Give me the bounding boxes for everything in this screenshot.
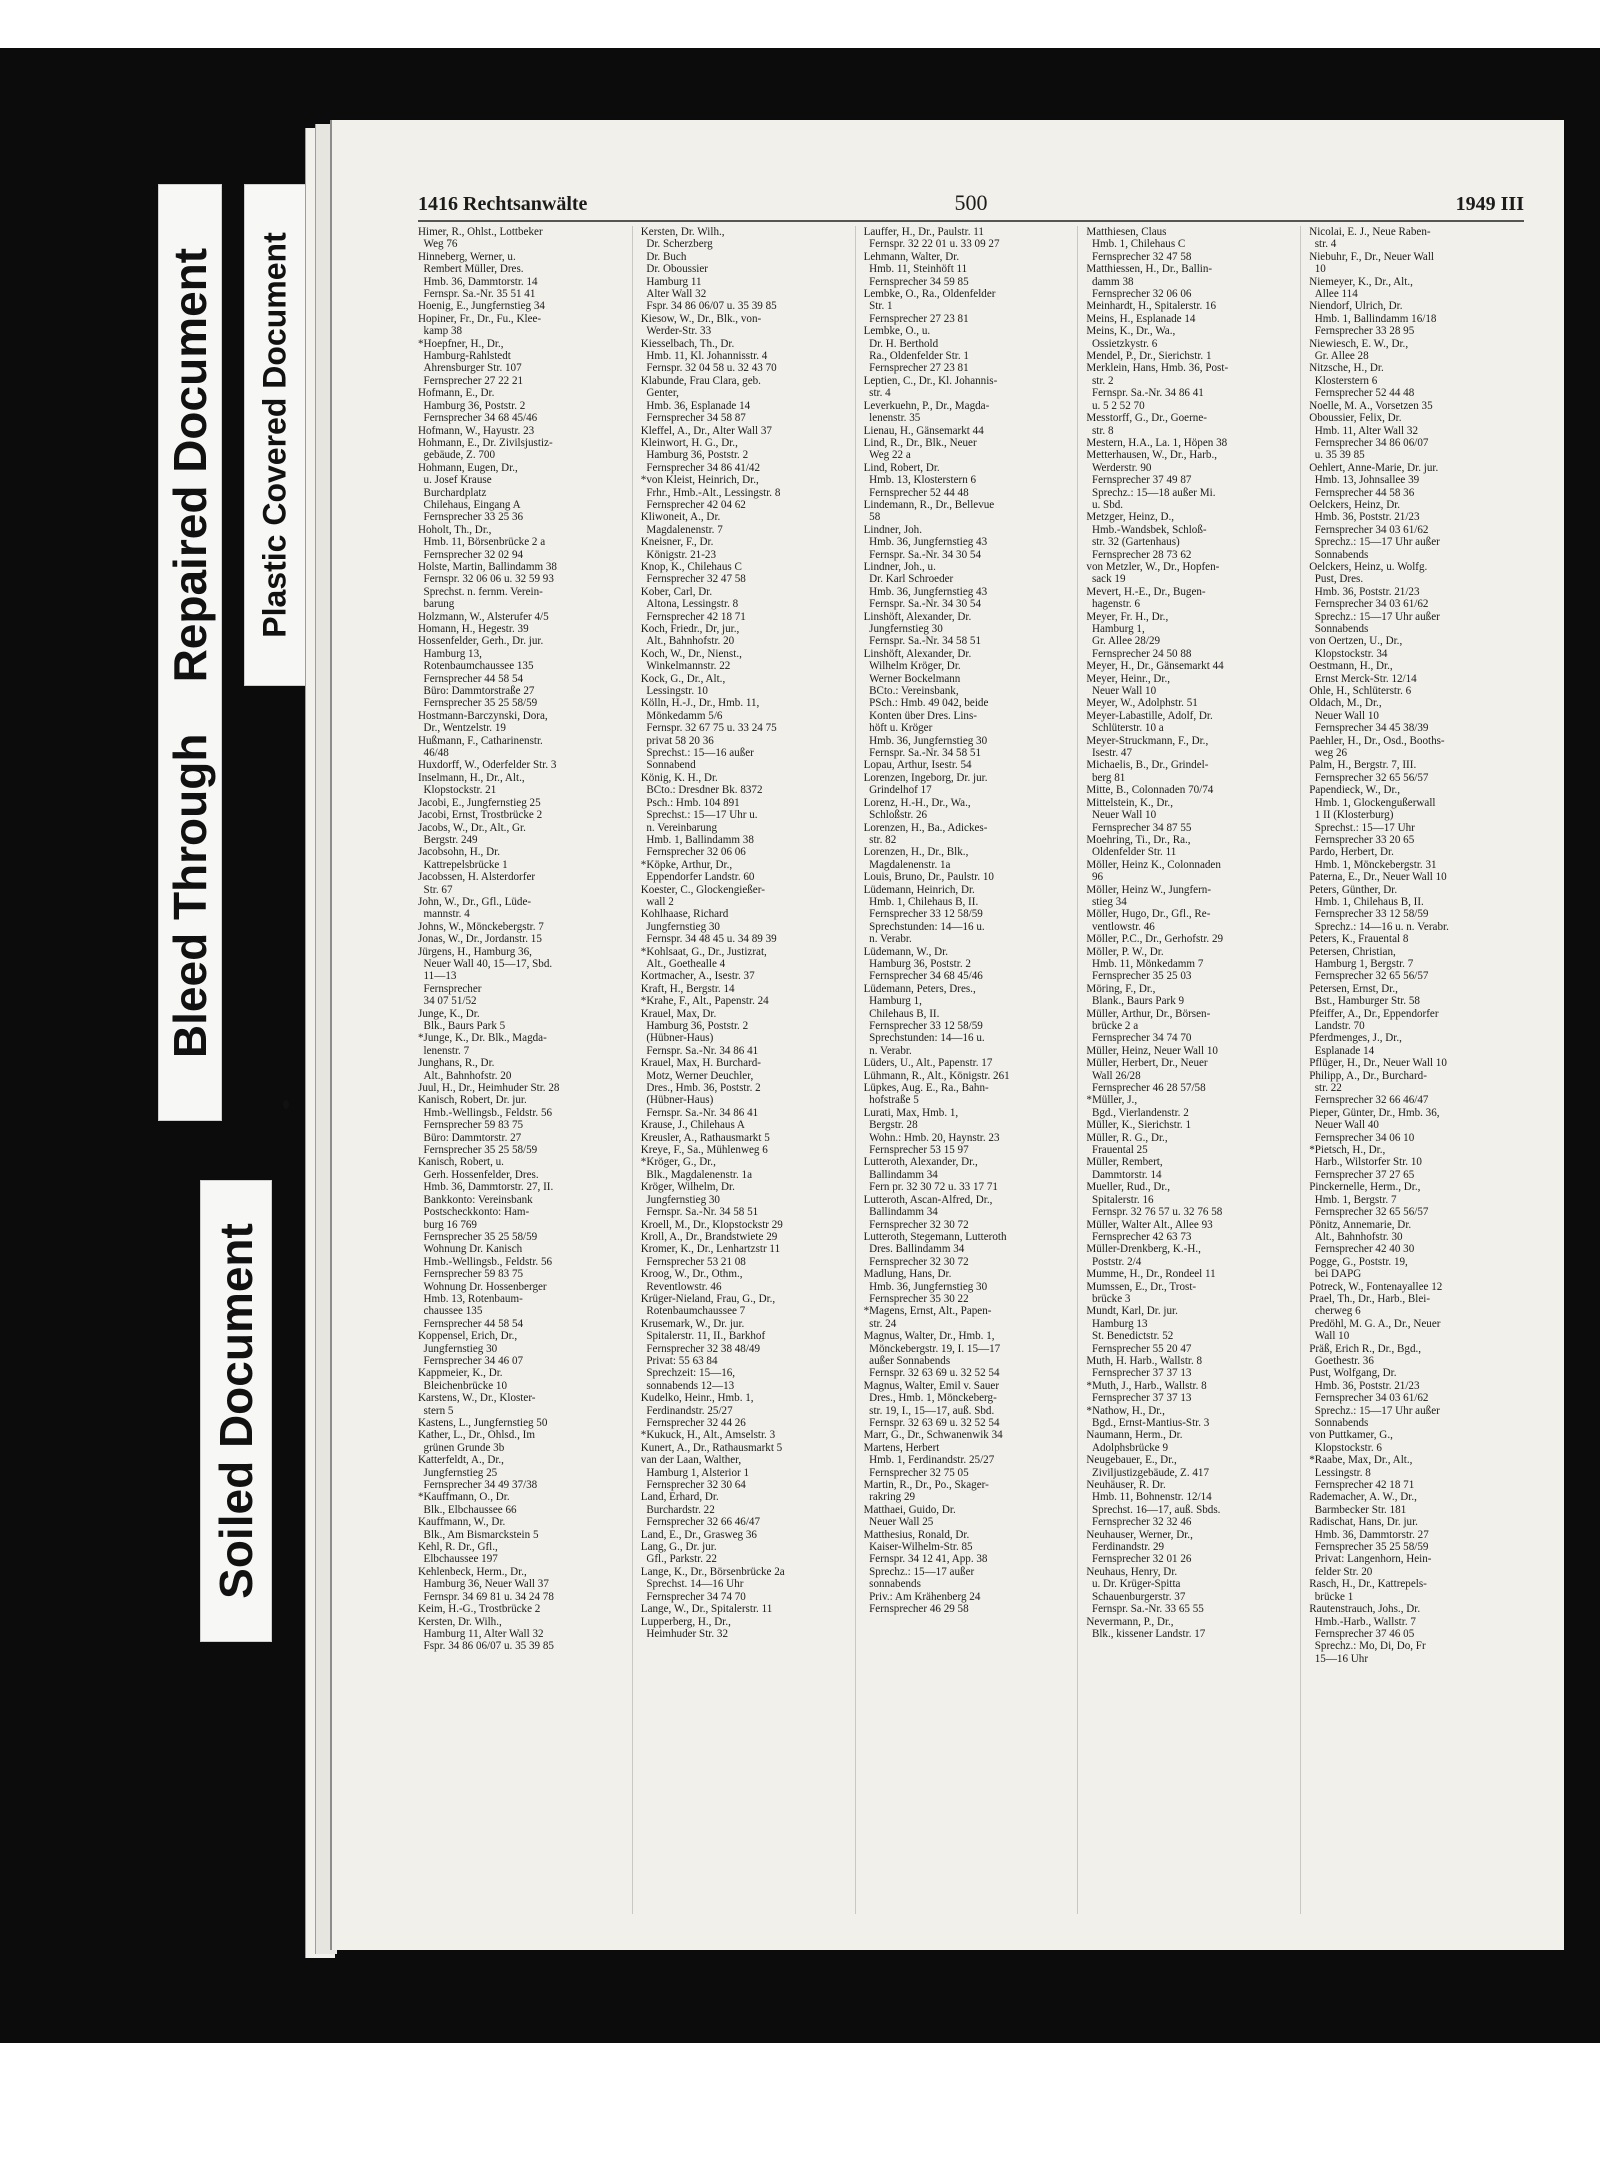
directory-entry: Kroll, A., Dr., Brandstwiete 29 — [640, 1230, 778, 1243]
directory-entry: Palm, H., Bergstr. 7, III. Fernsprecher 32 65 56/57 — [1309, 759, 1429, 784]
directory-entry: Müller, Heinz, Neuer Wall 10 — [1086, 1044, 1218, 1057]
directory-entry: Linshöft, Alexander, Dr. Jungfernstieg 30 Fernspr. Sa.-Nr. 34 58 51 — [863, 610, 981, 648]
directory-entry: Kröger, Wilhelm, Dr. Jungfernstieg 30 Fernspr. Sa.-Nr. 34 58 51 — [640, 1181, 759, 1219]
directory-entry: Leverkuehn, P., Dr., Magda- lenenstr. 35 — [863, 399, 990, 425]
directory-entry: Meyer-Struckmann, F., Dr., Isestr. 47 — [1086, 734, 1209, 760]
directory-entry: Müller, Rembert, Dammtorstr. 14 — [1086, 1156, 1163, 1181]
directory-entry: Keim, H.-G., Trostbrücke 2 — [418, 1603, 541, 1616]
directory-entry: Jonas, W., Dr., Jordanstr. 15 — [418, 933, 542, 946]
directory-entry: Peters, Günther, Dr. Hmb. 1, Chilehaus B, II. Fernsprecher 33 12 58/59 Sprechz.: 14—16 u. n. Verabr. — [1309, 883, 1449, 933]
directory-entry: Krauel, Max, H. Burchard- Motz, Werner Deuchler, Dres., Hmb. 36, Poststr. 2 (Hübner-Haus) Fernspr. Sa.-Nr. 34 86 41 — [640, 1057, 761, 1119]
directory-entry: John, W., Dr., Gfl., Lüde- mannstr. 4 — [418, 895, 532, 921]
directory-entry: Linshöft, Alexander, Dr. Wilhelm Kröger, Dr. Werner Bockelmann BCto.: Vereinsbank, PSch.: Hmb. 49 042, beide Konten über Dres. Lins- höft u. Kröger Hmb. 36, Jungfernstieg 30 Fernspr. Sa.-Nr. 34 58 51 — [863, 647, 989, 760]
directory-entry: *von Kleist, Heinrich, Dr., Frhr., Hmb.-Alt., Lessingstr. 8 Fernsprecher 42 04 62 — [640, 474, 781, 511]
directory-entry: Kliwoneit, A., Dr. Magdalenenstr. 7 — [640, 511, 723, 536]
directory-entry: Lüpkes, Aug. E., Ra., Bahn- hofstraße 5 — [863, 1082, 989, 1107]
directory-entry: Mueller, Rud., Dr., Spitalerstr. 16 Fernspr. 32 76 57 u. 32 76 58 — [1086, 1181, 1223, 1219]
directory-entry: Kromer, K., Dr., Lenhartzstr 11 Fernsprecher 53 21 08 — [640, 1243, 781, 1268]
directory-entry: Lorenzen, H., Ba., Adickes- str. 82 — [863, 821, 988, 846]
directory-entry: Kather, L., Dr., Ohlsd., Im grünen Grunde 3b — [418, 1429, 535, 1454]
directory-entry: Lorenz, H.-H., Dr., Wa., Schloßstr. 26 — [863, 796, 971, 822]
directory-entry: Land, Erhard, Dr. Burchardstr. 22 Fernsprecher 32 66 46/47 — [640, 1491, 761, 1529]
directory-entry: Kortmacher, A., Isestr. 37 — [640, 970, 755, 983]
directory-entry: Mevert, H.-E., Dr., Bugen- hagenstr. 6 — [1086, 585, 1206, 611]
directory-entry: Kauffmann, W., Dr. Blk., Am Bismarckstein 5 — [418, 1516, 539, 1541]
directory-entry: Müller, K., Sierichstr. 1 — [1086, 1119, 1192, 1132]
directory-entry: Nitzsche, H., Dr. Klosterstern 6 Fernsprecher 52 44 48 — [1309, 362, 1415, 400]
label-soiled-text: Soiled Document — [210, 1223, 262, 1599]
directory-entry: Hossenfelder, Gerh., Dr. jur. Hamburg 13, Rotenbaumchaussee 135 Fernsprecher 44 58 54 Büro: Dammtorstraße 27 Fernsprecher 35 25 58/59 — [418, 635, 544, 710]
directory-entry: Himer, R., Ohlst., Lottbeker Weg 76 — [418, 226, 543, 251]
directory-entry: Lembke, O., u. Dr. H. Berthold Ra., Oldenfelder Str. 1 Fernsprecher 27 23 81 — [863, 325, 969, 375]
directory-entry: Präß, Erich R., Dr., Bgd., Goethestr. 36 — [1309, 1342, 1422, 1367]
directory-columns — [418, 226, 1524, 1914]
directory-entry: Kanisch, Robert, u. Gerh. Hossenfelder, Dres. Hmb. 36, Dammtorstr. 27, II. Bankkonto: Vereinsbank Postscheckkonto: Ham- burg 16 769 Fernsprecher 35 25 58/59 Wohnung Dr. Kanisch Hmb.-Wellingsb., Feldstr. 56 Fernsprecher 59 83 75 Wohnung Dr. Hossenberger Hmb. 13, Rotenbaum- chaussee 135 Fernsprecher 44 58 54 — [418, 1156, 554, 1330]
directory-entry: Junge, K., Dr. Blk., Baurs Park 5 — [418, 1007, 506, 1032]
directory-entry: Müller, Arthur, Dr., Börsen- brücke 2 a Fernsprecher 34 74 70 — [1086, 1007, 1211, 1045]
label-soiled — [200, 1180, 272, 1642]
directory-entry: Lutteroth, Stegemann, Lutteroth Dres. Ballindamm 34 Fernsprecher 32 30 72 — [863, 1230, 1007, 1268]
soil-spot — [283, 1100, 289, 1109]
directory-entry: Radischat, Hans, Dr. jur. Hmb. 36, Dammtorstr. 27 Fernsprecher 35 25 58/59 Privat: Langenhorn, Hein- felder Str. 20 — [1309, 1516, 1432, 1578]
directory-entry: Kölln, H.-J., Dr., Hmb. 11, Mönkedamm 5/6 Fernspr. 32 67 75 u. 33 24 75 privat 58 20 36 Sprechst.: 15—16 außer Sonnabend — [640, 697, 777, 772]
directory-entry: *Muth, J., Harb., Wallstr. 8 Fernsprecher 37 37 13 — [1086, 1379, 1207, 1405]
directory-entry: Michaelis, B., Dr., Grindel- berg 81 — [1086, 759, 1209, 784]
directory-entry: Paehler, H., Dr., Osd., Booths- weg 26 — [1309, 734, 1445, 760]
directory-entry: Jacobi, Ernst, Trostbrücke 2 — [418, 809, 543, 822]
directory-entry: van der Laan, Walther, Hamburg 1, Alsterior 1 Fernsprecher 32 30 64 — [640, 1454, 750, 1492]
directory-entry: Lüdemann, Peters, Dres., Hamburg 1, Chilehaus B, II. Fernsprecher 33 12 58/59 Sprechstunden: 14—16 u. n. Verabr. — [863, 982, 985, 1057]
directory-entry: Hoholt, Th., Dr., Hmb. 11, Börsenbrücke 2 a Fernsprecher 32 02 94 — [418, 523, 546, 561]
directory-entry: Hostmann-Barczynski, Dora, Dr., Wentzelstr. 19 — [418, 709, 548, 735]
directory-entry: Madlung, Hans, Dr. Hmb. 36, Jungfernstieg 30 Fernsprecher 35 30 22 — [863, 1268, 988, 1305]
directory-entry: Jacobi, E., Jungfernstieg 25 — [418, 796, 541, 809]
directory-column-1 — [418, 226, 633, 1914]
directory-entry: Katterfeldt, A., Dr., Jungfernstieg 25 Fernsprecher 34 49 37/38 — [418, 1454, 538, 1492]
directory-entry: Martin, R., Dr., Po., Skager- rakring 29 — [863, 1479, 989, 1504]
directory-entry: Lange, K., Dr., Börsenbrücke 2a Sprechst. 14—16 Uhr Fernsprecher 34 74 70 — [640, 1565, 785, 1603]
directory-entry: Mittelstein, K., Dr., Neuer Wall 10 Fernsprecher 34 87 55 — [1086, 796, 1192, 834]
directory-entry: Kersten, Dr. Wilh., Dr. Scherzberg Dr. Buch Dr. Oboussier Hamburg 11 Alter Wall 32 Fspr. 34 86 06/07 u. 35 39 85 — [640, 226, 777, 313]
directory-entry: Meins, H., Esplanade 14 — [1086, 312, 1196, 325]
directory-entry: Lorenzen, H., Dr., Blk., Magdalenenstr. 1a — [863, 846, 969, 871]
directory-entry: Mendel, P., Dr., Sierichstr. 1 — [1086, 350, 1212, 363]
directory-entry: Magnus, Walter, Dr., Hmb. 1, Mönckebergstr. 19, I. 15—17 außer Sonnabends Fernspr. 32 63 69 u. 32 52 54 — [863, 1330, 1001, 1380]
directory-entry: Hohmann, E., Dr. Zivilsjustiz- gebäude, Z. 700 — [418, 436, 553, 462]
directory-entry: Karstens, W., Dr., Kloster- stern 5 — [418, 1392, 536, 1417]
directory-entry: Rautenstrauch, Johs., Dr. Hmb.-Harb., Wallstr. 7 Fernsprecher 37 46 05 Sprechz.: Mo, Di, Do, Fr 15—16 Uhr — [1309, 1603, 1426, 1665]
directory-entry: *Krahe, F., Alt., Papenstr. 24 — [640, 995, 769, 1008]
directory-entry: Möller, P. W., Dr. Hmb. 11, Mönkedamm 7 Fernsprecher 35 25 03 — [1086, 945, 1204, 983]
directory-entry: Kohlhaase, Richard Jungfernstieg 30 Fernspr. 34 48 45 u. 34 89 39 — [640, 908, 777, 946]
directory-entry: Noelle, M. A., Vorsetzen 35 — [1309, 399, 1433, 412]
directory-page — [330, 120, 1564, 1950]
directory-entry: Hopiner, Fr., Dr., Fu., Klee- kamp 38 — [418, 312, 542, 338]
directory-entry: Neuhaus, Henry, Dr. u. Dr. Krüger-Spitta Schauenburgerstr. 37 Fernspr. Sa.-Nr. 33 65 55 — [1086, 1565, 1204, 1616]
page-number: 500 — [954, 190, 988, 215]
directory-column-4 — [1086, 226, 1301, 1914]
directory-entry: Möller, Hugo, Dr., Gfl., Re- ventlowstr. 46 — [1086, 908, 1211, 933]
directory-entry: Meyer, H., Dr., Gänsemarkt 44 — [1086, 660, 1224, 673]
directory-entry: Kreusler, A., Rathausmarkt 5 — [640, 1131, 770, 1144]
directory-entry: *Köpke, Arthur, Dr., Eppendorfer Landstr. 60 — [640, 858, 755, 884]
directory-entry: Neugebauer, E., Dr., Ziviljustizgebäude, Z. 417 — [1086, 1454, 1210, 1479]
label-plastic-covered — [244, 184, 306, 686]
directory-entry: Kleffel, A., Dr., Alter Wall 37 — [640, 424, 772, 437]
directory-entry: Lindner, Joh., u. Dr. Karl Schroeder Hmb. 36, Jungfernstieg 43 Fernspr. Sa.-Nr. 34 30 54 — [863, 560, 988, 611]
directory-entry: Mestern, H.A., La. 1, Höpen 38 — [1086, 436, 1228, 449]
directory-entry: Kehlenbeck, Herm., Dr., Hamburg 36, Neuer Wall 37 Fernspr. 34 69 81 u. 34 24 78 — [418, 1565, 554, 1603]
directory-entry: Pfeiffer, A., Dr., Eppendorfer Landstr. 70 — [1309, 1007, 1439, 1032]
directory-entry: Neuhauser, Werner, Dr., Ferdinandstr. 29 Fernsprecher 32 01 26 — [1086, 1528, 1193, 1566]
directory-entry: Koppensel, Erich, Dr., Jungfernstieg 30 Fernsprecher 34 46 07 — [418, 1330, 524, 1367]
directory-entry: von Puttkamer, G., Klopstockstr. 6 — [1309, 1429, 1393, 1454]
directory-entry: Pönitz, Annemarie, Dr. Alt., Bahnhofstr. 30 Fernsprecher 42 40 30 — [1309, 1218, 1415, 1256]
directory-entry: Matthiesen, Claus Hmb. 1, Chilehaus C Fernsprecher 32 47 58 — [1086, 226, 1192, 263]
directory-entry: Johns, W., Mönckebergstr. 7 — [418, 920, 544, 933]
directory-column-5 — [1309, 226, 1524, 1914]
directory-entry: Nicolai, E. J., Neue Raben- str. 4 — [1309, 226, 1431, 251]
directory-entry: Lind, R., Dr., Blk., Neuer Weg 22 a — [863, 436, 977, 462]
directory-entry: Pieper, Günter, Dr., Hmb. 36, Neuer Wall 40 Fernsprecher 34 06 10 — [1309, 1106, 1440, 1144]
directory-entry: Krauel, Max, Dr. Hamburg 36, Poststr. 2 (Hübner-Haus) Fernspr. Sa.-Nr. 34 86 41 — [640, 1007, 759, 1057]
directory-entry: Lienau, H., Gänsemarkt 44 — [863, 424, 984, 437]
edition-year: 1949 III — [1455, 193, 1524, 215]
directory-entry: Klabunde, Frau Clara, geb. Genter, Hmb. 36, Esplanade 14 Fernsprecher 34 58 87 — [640, 374, 761, 425]
directory-entry: Kiesow, W., Dr., Blk., von- Werder-Str. 33 — [640, 312, 762, 338]
directory-entry: Krusemark, W., Dr. jur. Spitalerstr. 11, II., Barkhof Fernsprecher 32 38 48/49 Privat: 55 63 84 Sprechzeit: 15—16, sonnabends 12—13 — [640, 1317, 766, 1392]
directory-entry: Lange, W., Dr., Spitalerstr. 11 — [640, 1603, 773, 1616]
directory-entry: Ohle, H., Schlüterstr. 6 — [1309, 685, 1412, 698]
label-bleed-through-repaired — [158, 184, 222, 1121]
directory-entry: Kappmeier, K., Dr. Bleichenbrücke 10 — [418, 1367, 508, 1392]
directory-entry: Jürgens, H., Hamburg 36, Neuer Wall 40, 15—17, Sbd. 11—13 Fernsprecher 34 07 51/52 — [418, 945, 553, 1008]
directory-entry: Müller-Drenkberg, K.-H., Poststr. 2/4 — [1086, 1243, 1201, 1268]
directory-entry: Kanisch, Robert, Dr. jur. Hmb.-Wellingsb., Feldstr. 56 Fernsprecher 59 83 75 Büro: Dammtorstr. 27 Fernsprecher 35 25 58/59 — [418, 1094, 553, 1157]
directory-entry: *Pietsch, H., Dr., Harb., Wilstorfer Str. 10 Fernsprecher 37 27 65 — [1309, 1144, 1422, 1181]
directory-entry: Pardo, Herbert, Dr. Hmb. 1, Mönckebergstr. 31 — [1309, 846, 1437, 871]
directory-entry: Predöhl, M. G. A., Dr., Neuer Wall 10 — [1309, 1317, 1441, 1343]
directory-entry: Kudelko, Heinr., Hmb. 1, Ferdinandstr. 25/27 Fernsprecher 32 44 26 — [640, 1392, 754, 1429]
directory-entry: Möring, F., Dr., Blank., Baurs Park 9 — [1086, 982, 1185, 1008]
label-bleed-through-text: Bleed Through — [164, 733, 216, 1058]
directory-entry: Hußmann, F., Catharinenstr. 46/48 — [418, 734, 543, 760]
directory-entry: Magnus, Walter, Emil v. Sauer Dres., Hmb. 1, Mönckeberg- str. 19, I., 15—17, auß. Sbd. Fernspr. 32 63 69 u. 32 52 54 — [863, 1379, 1000, 1429]
directory-entry: Krüger-Nieland, Frau, G., Dr., Rotenbaumchaussee 7 — [640, 1292, 776, 1318]
directory-entry: Lüdemann, Heinrich, Dr. Hmb. 1, Chilehaus B, II. Fernsprecher 33 12 58/59 Sprechstunden: 14—16 u. n. Verabr. — [863, 883, 985, 946]
directory-entry: Rademacher, A. W., Dr., Barmbecker Str. 181 — [1309, 1491, 1417, 1516]
directory-entry: Kunert, A., Dr., Rathausmarkt 5 — [640, 1441, 783, 1454]
directory-entry: Pogge, G., Poststr. 19, bei DAPG — [1309, 1255, 1408, 1281]
directory-entry: Krause, J., Chilehaus A — [640, 1119, 745, 1132]
directory-entry: Jacobssen, H. Alsterdorfer Str. 67 — [418, 871, 536, 896]
directory-entry: Meyer, Fr. H., Dr., Hamburg 1, Gr. Allee 28/29 Fernsprecher 24 50 88 — [1086, 610, 1192, 660]
directory-entry: Messtorff, G., Dr., Goerne- str. 8 — [1086, 412, 1207, 437]
directory-entry: Knop, K., Chilehaus C Fernsprecher 32 47 58 — [640, 560, 746, 586]
directory-entry: Papendieck, W., Dr., Hmb. 1, Glockengußerwall 1 II (Klosterburg) Sprechst.: 15—17 Uhr Fernsprecher 33 20 65 — [1309, 784, 1436, 846]
directory-entry: Homann, H., Hegestr. 39 — [418, 623, 529, 635]
directory-entry: Land, E., Dr., Grasweg 36 — [640, 1528, 757, 1541]
directory-entry: Müller, Walter Alt., Allee 93 Fernsprecher 42 63 73 — [1086, 1218, 1213, 1243]
directory-entry: Kroog, W., Dr., Othm., Reventlowstr. 46 — [640, 1268, 743, 1293]
directory-entry: Pflüger, H., Dr., Neuer Wall 10 — [1309, 1057, 1447, 1070]
directory-entry: Juul, H., Dr., Heimhuder Str. 28 — [418, 1082, 560, 1095]
directory-entry: Marr, G., Dr., Schwanenwik 34 — [863, 1429, 1003, 1442]
directory-entry: *Kauffmann, O., Dr. Blk., Elbchaussee 66 — [418, 1491, 517, 1516]
directory-entry: Hohmann, Eugen, Dr., u. Josef Krause Burchardplatz Chilehaus, Eingang A Fernsprecher 33 25 36 — [418, 461, 524, 524]
directory-entry: Peters, K., Frauental 8 — [1309, 933, 1409, 946]
directory-entry: Oestmann, H., Dr., Ernst Merck-Str. 12/14 — [1309, 660, 1417, 685]
running-head — [418, 186, 1524, 222]
directory-entry: Kroell, M., Dr., Klopstockstr 29 — [640, 1218, 783, 1231]
directory-entry: Oldach, M., Dr., Neuer Wall 10 Fernsprecher 34 45 38/39 — [1309, 697, 1429, 735]
directory-entry: Meinhardt, H., Spitalerstr. 16 — [1086, 300, 1217, 313]
directory-entry: Kleinwort, H. G., Dr., Hamburg 36, Poststr. 2 Fernsprecher 34 86 41/42 — [640, 436, 761, 474]
directory-entry: Petersen, Christian, Hamburg 1, Bergstr. 7 Fernsprecher 32 65 56/57 — [1309, 945, 1429, 983]
directory-entry: *Nathow, H., Dr., Bgd., Ernst-Mantius-Str. 3 — [1086, 1404, 1210, 1429]
directory-entry: Leptien, C., Dr., Kl. Johannis- str. 4 — [863, 374, 998, 400]
label-plastic-covered-text: Plastic Covered Document — [256, 232, 293, 638]
directory-entry: Lorenzen, Ingeborg, Dr. jur. Grindelhof 17 — [863, 771, 988, 797]
directory-entry: Paterna, E., Dr., Neuer Wall 10 — [1309, 871, 1447, 884]
directory-entry: Kehl, R. Dr., Gfl., Elbchaussee 197 — [418, 1541, 498, 1566]
directory-entry: Pferdmenges, J., Dr., Esplanade 14 — [1309, 1032, 1402, 1057]
directory-entry: von Oertzen, U., Dr., Klopstockstr. 34 — [1309, 635, 1403, 660]
directory-entry: *Kröger, G., Dr., Blk., Magdalenenstr. 1a — [640, 1156, 753, 1181]
directory-entry: Meyer-Labastille, Adolf, Dr. Schlüterstr. 10 a — [1086, 709, 1213, 735]
directory-entry: *Raabe, Max, Dr., Alt., Lessingstr. 8 Fernsprecher 42 18 71 — [1309, 1454, 1415, 1492]
directory-entry: *Müller, J., Bgd., Vierlandenstr. 2 — [1086, 1094, 1189, 1119]
directory-entry: Lang, G., Dr. jur. Gfl., Parkstr. 22 — [640, 1541, 717, 1566]
directory-entry: Kraft, H., Bergstr. 14 — [640, 982, 735, 995]
directory-entry: Lüders, U., Alt., Papenstr. 17 — [863, 1057, 993, 1070]
directory-entry: von Metzler, W., Dr., Hopfen- sack 19 — [1086, 560, 1220, 586]
directory-entry: Holzmann, W., Alsterufer 4/5 — [418, 610, 549, 623]
directory-entry: Lüdemann, W., Dr. Hamburg 36, Poststr. 2 Fernsprecher 34 68 45/46 — [863, 945, 983, 983]
directory-entry: Kersten, Dr. Wilh., Hamburg 11, Alter Wall 32 Fspr. 34 86 06/07 u. 35 39 85 — [418, 1615, 554, 1653]
directory-column-3 — [864, 226, 1079, 1914]
directory-entry: Müller, R. G., Dr., Frauental 25 — [1086, 1131, 1168, 1157]
directory-entry: Kober, Carl, Dr. Altona, Lessingstr. 8 Fernsprecher 42 18 71 — [640, 585, 746, 623]
directory-entry: Martens, Herbert Hmb. 1, Ferdinandstr. 25/27 Fernsprecher 32 75 05 — [863, 1441, 995, 1479]
directory-entry: Hinneberg, Werner, u. Rembert Müller, Dres. Hmb. 36, Dammtorstr. 14 Fernspr. Sa.-Nr. 35 51 41 — [418, 250, 538, 301]
directory-entry: Lutteroth, Alexander, Dr., Ballindamm 34 Fern pr. 32 30 72 u. 33 17 71 — [863, 1156, 998, 1194]
directory-entry: Lindemann, R., Dr., Bellevue 58 — [863, 498, 995, 524]
label-repaired-text: Repaired Document — [164, 247, 216, 682]
directory-entry: Junghans, R., Dr. Alt., Bahnhofstr. 20 — [418, 1057, 512, 1082]
directory-entry: Lurati, Max, Hmb. 1, Bergstr. 28 Wohn.: Hmb. 20, Haynstr. 23 Fernsprecher 53 15 97 — [863, 1106, 1000, 1157]
directory-entry: Meins, K., Dr., Wa., Ossietzkystr. 6 — [1086, 325, 1176, 350]
directory-entry: Louis, Bruno, Dr., Paulstr. 10 — [863, 871, 994, 884]
directory-entry: Meyer, Heinr., Dr., Neuer Wall 10 — [1086, 672, 1171, 698]
directory-entry: *Kukuck, H., Alt., Amselstr. 3 — [640, 1429, 776, 1442]
directory-entry: Niebuhr, F., Dr., Neuer Wall 10 — [1309, 250, 1435, 276]
directory-entry: Kneisner, F., Dr. Königstr. 21-23 — [640, 536, 716, 561]
directory-entry: Petersen, Ernst, Dr., Bst., Hamburger Str. 58 — [1309, 982, 1420, 1008]
directory-entry: Inselmann, H., Dr., Alt., Klopstockstr. 21 — [418, 771, 525, 797]
directory-entry: Metzger, Heinz, D., Hmb.-Wandsbek, Schloß- str. 32 (Gartenhaus) Fernsprecher 28 73 62 — [1086, 511, 1207, 561]
directory-entry: Lupperberg, H., Dr., Heimhuder Str. 32 — [640, 1615, 731, 1640]
directory-entry: Mitte, B., Colonnaden 70/74 — [1086, 784, 1214, 797]
directory-entry: Muth, H. Harb., Wallstr. 8 Fernsprecher 37 37 13 — [1086, 1354, 1203, 1380]
directory-entry: Oelckers, Heinz, Dr. Hmb. 36, Poststr. 21/23 Fernsprecher 34 03 61/62 Sprechz.: 15—17 Uhr außer Sonnabends — [1309, 498, 1440, 561]
directory-entry: Prael, Th., Dr., Harb., Blei- cherweg 6 — [1309, 1292, 1431, 1318]
directory-entry: Matthaei, Guido, Dr. Neuer Wall 25 — [863, 1503, 956, 1529]
directory-entry: Möller, Heinz K., Colonnaden 96 — [1086, 858, 1221, 884]
directory-entry: Huxdorff, W., Oderfelder Str. 3 — [418, 759, 557, 772]
directory-entry: Niewiesch, E. W., Dr., Gr. Allee 28 — [1309, 337, 1409, 363]
directory-entry: *Hoepfner, H., Dr., Hamburg-Rahlstedt Ahrensburger Str. 107 Fernsprecher 27 22 21 — [418, 337, 524, 387]
directory-entry: Oelckers, Heinz, u. Wolfg. Pust, Dres. Hmb. 36, Poststr. 21/23 Fernsprecher 34 03 61/62 Sprechz.: 15—17 Uhr außer Sonnabends — [1309, 560, 1440, 635]
directory-entry: Meyer, W., Adolphstr. 51 — [1086, 697, 1198, 710]
directory-entry: Oboussier, Felix, Dr. Hmb. 11, Alter Wall 32 Fernsprecher 34 86 06/07 u. 35 39 85 — [1309, 412, 1429, 462]
directory-entry: Mumme, H., Dr., Rondeel 11 — [1086, 1268, 1216, 1281]
directory-entry: Lutteroth, Ascan-Alfred, Dr., Ballindamm 34 Fernsprecher 32 30 72 — [863, 1193, 993, 1231]
directory-entry: Jacobs, W., Dr., Alt., Gr. Bergstr. 249 — [418, 821, 526, 846]
directory-entry: Hofmann, E., Dr. Hamburg 36, Poststr. 2 Fernsprecher 34 68 45/46 — [418, 387, 538, 425]
directory-entry: Lindner, Joh. Hmb. 36, Jungfernstieg 43 Fernspr. Sa.-Nr. 34 30 54 — [863, 523, 988, 561]
directory-entry: Kock, G., Dr., Alt., Lessingstr. 10 — [640, 672, 726, 698]
directory-entry: Müller, Herbert, Dr., Neuer Wall 26/28 Fernsprecher 46 28 57/58 — [1086, 1057, 1208, 1095]
directory-entry: Niemeyer, K., Dr., Alt., Allee 114 — [1309, 275, 1413, 301]
directory-entry: Lauffer, H., Dr., Paulstr. 11 Fernspr. 32 22 01 u. 33 09 27 — [863, 226, 1000, 251]
directory-entry: Niendorf, Ulrich, Dr. Hmb. 1, Ballindamm 16/18 Fernsprecher 33 28 95 — [1309, 300, 1437, 338]
directory-entry: Philipp, A., Dr., Burchard- str. 22 Fernsprecher 32 66 46/47 — [1309, 1069, 1429, 1107]
directory-entry: Kreye, F., Sa., Mühlenweg 6 — [640, 1144, 768, 1157]
directory-entry: Lembke, O., Ra., Oldenfelder Str. 1 Fernsprecher 27 23 81 — [863, 288, 996, 325]
directory-entry: Mumssen, E., Dr., Trost- brücke 3 — [1086, 1280, 1197, 1305]
directory-entry: Potreck, W., Fontenayallee 12 — [1309, 1280, 1443, 1293]
directory-entry: Koch, W., Dr., Nienst., Winkelmannstr. 22 — [640, 647, 742, 673]
directory-entry: Lind, Robert, Dr. Hmb. 13, Klosterstern 6 Fernsprecher 52 44 48 — [863, 461, 977, 499]
directory-entry: Mundt, Karl, Dr. jur. Hamburg 13 St. Benedictstr. 52 Fernsprecher 55 20 47 — [1086, 1305, 1192, 1355]
directory-column-2 — [641, 226, 856, 1914]
directory-entry: Holste, Martin, Ballindamm 38 Fernspr. 32 06 06 u. 32 59 93 Sprechst. n. fernm. Verein- barung — [418, 560, 557, 611]
directory-entry: Rasch, H., Dr., Kattrepels- brücke 1 — [1309, 1578, 1427, 1603]
directory-entry: Nevermann, P., Dr., Blk., kissener Landstr. 17 — [1086, 1615, 1206, 1640]
directory-entry: *Junge, K., Dr. Blk., Magda- lenenstr. 7 — [418, 1032, 547, 1057]
directory-entry: Möller, Heinz W., Jungfern- stieg 34 — [1086, 883, 1212, 908]
directory-entry: Pust, Wolfgang, Dr. Hmb. 36, Poststr. 21/23 Fernsprecher 34 03 61/62 Sprechz.: 15—17 Uhr außer Sonnabends — [1309, 1367, 1440, 1429]
directory-entry: Pinckernelle, Herm., Dr., Hmb. 1, Bergstr. 7 Fernsprecher 32 65 56/57 — [1309, 1181, 1429, 1219]
directory-entry: Oehlert, Anne-Marie, Dr. jur. Hmb. 13, Johnsallee 39 Fernsprecher 44 58 36 — [1309, 461, 1439, 499]
directory-entry: Lühmann, R., Alt., Königstr. 261 — [863, 1069, 1010, 1082]
directory-entry: Hofmann, W., Hayustr. 23 — [418, 424, 535, 437]
directory-entry: Möller, P.C., Dr., Gerhofstr. 29 — [1086, 933, 1224, 946]
directory-entry: König, K. H., Dr. BCto.: Dresdner Bk. 8372 Psch.: Hmb. 104 891 Sprechst.: 15—17 Uhr u. n. Vereinbarung Hmb. 1, Ballindamm 38 Fernsprecher 32 06 06 — [640, 771, 763, 859]
directory-entry: Naumann, Herm., Dr. Adolphsbrücke 9 — [1086, 1429, 1183, 1454]
directory-entry: *Kohlsaat, G., Dr., Justizrat, Alt., Goethealle 4 — [640, 945, 767, 970]
directory-entry: Jacobsohn, H., Dr. Kattrepelsbrücke 1 — [418, 846, 508, 871]
section-title: 1416 Rechtsanwälte — [418, 193, 588, 215]
directory-entry: Hoenig, E., Jungfernstieg 34 — [418, 300, 545, 313]
directory-entry: Metterhausen, W., Dr., Harb., Werderstr. 90 Fernsprecher 37 49 87 Sprechz.: 15—18 außer Mi. u. Sbd. — [1086, 449, 1218, 511]
directory-entry: Kastens, L., Jungfernstieg 50 — [418, 1417, 548, 1429]
directory-entry: Koch, Friedr., Dr, jur., Alt., Bahnhofstr. 20 — [640, 623, 740, 648]
directory-entry: Neuhäuser, R. Dr. Hmb. 11, Bohnenstr. 12/14 Sprechst. 16—17, auß. Sbds. Fernsprecher 32 32 46 — [1086, 1479, 1221, 1529]
directory-entry: Merklein, Hans, Hmb. 36, Post- str. 2 Fernspr. Sa.-Nr. 34 86 41 u. 5 2 52 70 — [1086, 362, 1229, 412]
directory-entry: Kiesselbach, Th., Dr. Hmb. 11, Kl. Johannisstr. 4 Fernspr. 32 04 58 u. 32 43 70 — [640, 337, 777, 375]
directory-entry: Lehmann, Walter, Dr. Hmb. 11, Steinhöft 11 Fernsprecher 34 59 85 — [863, 250, 969, 288]
directory-entry: Lopau, Arthur, Isestr. 54 — [863, 759, 972, 772]
directory-entry: Koester, C., Glockengießer- wall 2 — [640, 883, 765, 908]
directory-entry: Matthiessen, H., Dr., Ballin- damm 38 Fernsprecher 32 06 06 — [1086, 263, 1213, 301]
directory-entry: Moehring, Ti., Dr., Ra., Oldenfelder Str. 11 — [1086, 833, 1191, 859]
directory-entry: *Magens, Ernst, Alt., Papen- str. 24 — [863, 1305, 992, 1330]
directory-entry: Matthesius, Ronald, Dr. Kaiser-Wilhelm-Str. 85 Fernspr. 34 12 41, App. 38 Sprechz.: 15—17 außer sonnabends Priv.: Am Krähenberg 24 Fernsprecher 46 29 58 — [863, 1528, 988, 1616]
